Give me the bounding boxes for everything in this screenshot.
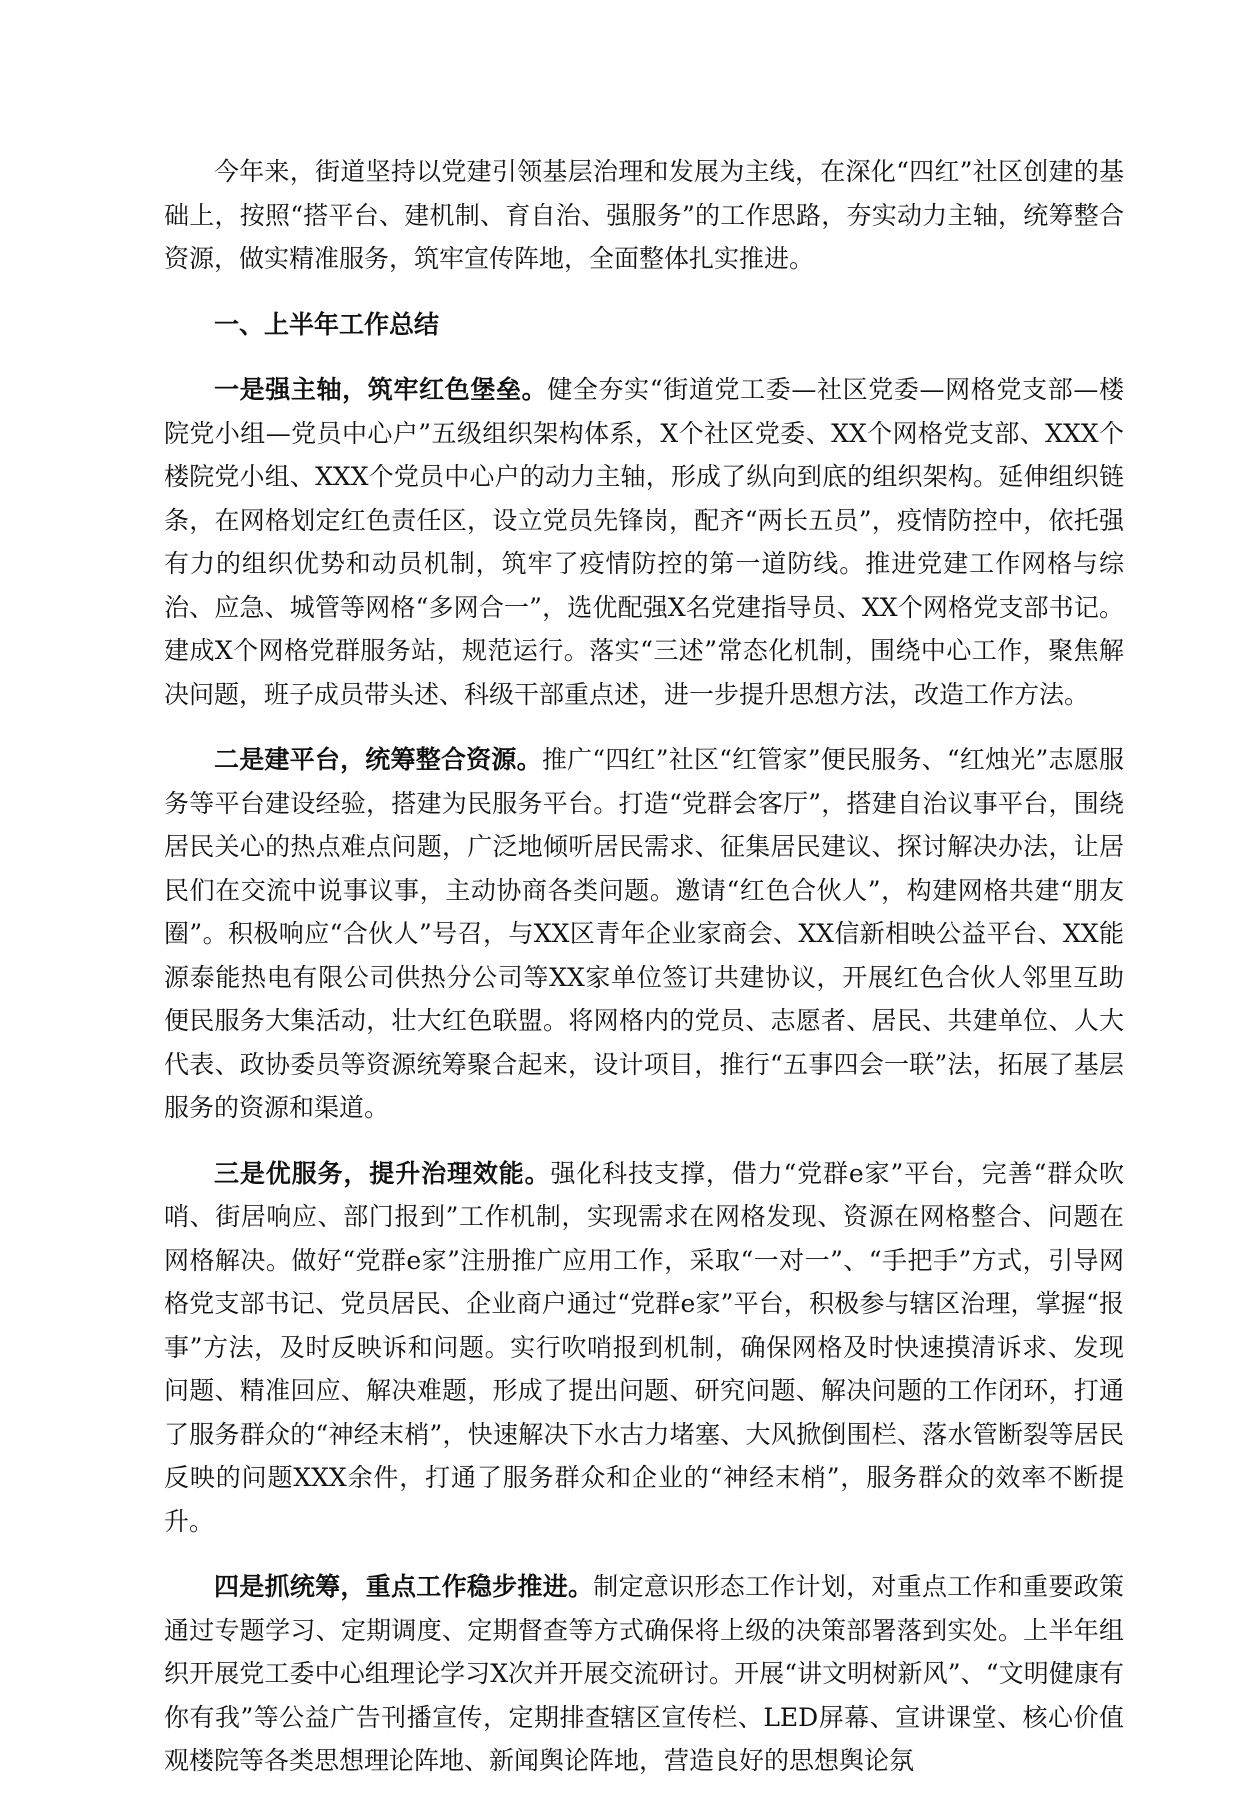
item-lead-2: 二是建平台，统筹整合资源。 bbox=[214, 745, 542, 774]
intro-paragraph: 今年来，街道坚持以党建引领基层治理和发展为主线，在深化“四红”社区创建的基础上，按照“搭平台、建机制、育自治、强服务”的工作思路，夯实动力主轴，统筹整合资源，做实精准服务，筑牢宣传阵地，全面整体扎实推进。 bbox=[164, 157, 1124, 273]
item-lead-3: 三是优服务，提升治理效能。 bbox=[214, 1158, 551, 1188]
item-lead-4: 四是抓统筹，重点工作稳步推进。 bbox=[214, 1572, 594, 1601]
item-body-3: 强化科技支撑，借力“党群e家”平台，完善“群众吹哨、街居响应、部门报到”工作机制，实现需求在网格发现、资源在网格整合、问题在网格解决。做好“党群e家”注册推广应用工作，采取“一对一”、“手把手”方式，引导网格党支部书记、党员居民、企业商户通过“党群e家”平台，积极参与辖区治理，掌握“报事”方法，及时反映诉和问题。实行吹哨报到机制，确保网格及时快速摸清诉求、发现问题、精准回应、解决难题，形成了提出问题、研究问题、解决问题的工作闭环，打通了服务群众的“神经末梢”，快速解决下水古力堵塞、大风掀倒围栏、落水管断裂等居民反映的问题XXX余件，打通了服务群众和企业的“神经末梢”，服务群众的效率不断提升。 bbox=[164, 1158, 1124, 1536]
section-heading: 一、上半年工作总结 bbox=[214, 309, 440, 339]
item-body-4: 制定意识形态工作计划，对重点工作和重要政策通过专题学习、定期调度、定期督查等方式确保将上级的决策部署落到实处。上半年组织开展党工委中心组理论学习X次并开展交流研讨。开展“讲文明树新风”、“文明健康有你有我”等公益广告刊播宣传，定期排查辖区宣传栏、LED屏幕、宣讲课堂、核心价值观楼院等各类思想理论阵地、新闻舆论阵地，营造良好的思想舆论氛 bbox=[164, 1572, 1124, 1775]
document-page bbox=[164, 150, 1124, 1805]
item-paragraph-2 bbox=[164, 738, 1124, 1130]
item-paragraph-1 bbox=[164, 368, 1124, 716]
item-paragraph-3 bbox=[164, 1152, 1124, 1544]
item-paragraph-4 bbox=[164, 1565, 1124, 1783]
item-body-2: 推广“四红”社区“红管家”便民服务、“红烛光”志愿服务等平台建设经验，搭建为民服务平台。打造“党群会客厅”，搭建自治议事平台，围绕居民关心的热点难点问题，广泛地倾听居民需求、征集居民建议、探讨解决办法，让居民们在交流中说事议事，主动协商各类问题。邀请“红色合伙人”，构建网格共建“朋友圈”。积极响应“合伙人”号召，与XX区青年企业家商会、XX信新相映公益平台、XX能源泰能热电有限公司供热分公司等XX家单位签订共建协议，开展红色合伙人邻里互助便民服务大集活动，壮大红色联盟。将网格内的党员、志愿者、居民、共建单位、人大代表、政协委员等资源统筹聚合起来，设计项目，推行“五事四会一联”法，拓展了基层服务的资源和渠道。 bbox=[164, 745, 1124, 1122]
item-lead-1: 一是强主轴，筑牢红色堡垒。 bbox=[214, 375, 548, 404]
item-body-1: 健全夯实“街道党工委—社区党委—网格党支部—楼院党小组—党员中心户”五级组织架构体系，X个社区党委、XX个网格党支部、XXX个楼院党小组、XXX个党员中心户的动力主轴，形成了纵向到底的组织架构。延伸组织链条，在网格划定红色责任区，设立党员先锋岗，配齐“两长五员”，疫情防控中，依托强有力的组织优势和动员机制，筑牢了疫情防控的第一道防线。推进党建工作网格与综治、应急、城管等网格“多网合一”，选优配强X名党建指导员、XX个网格党支部书记。建成X个网格党群服务站，规范运行。落实“三述”常态化机制，围绕中心工作，聚焦解决问题，班子成员带头述、科级干部重点述，进一步提升思想方法，改造工作方法。 bbox=[164, 375, 1124, 709]
